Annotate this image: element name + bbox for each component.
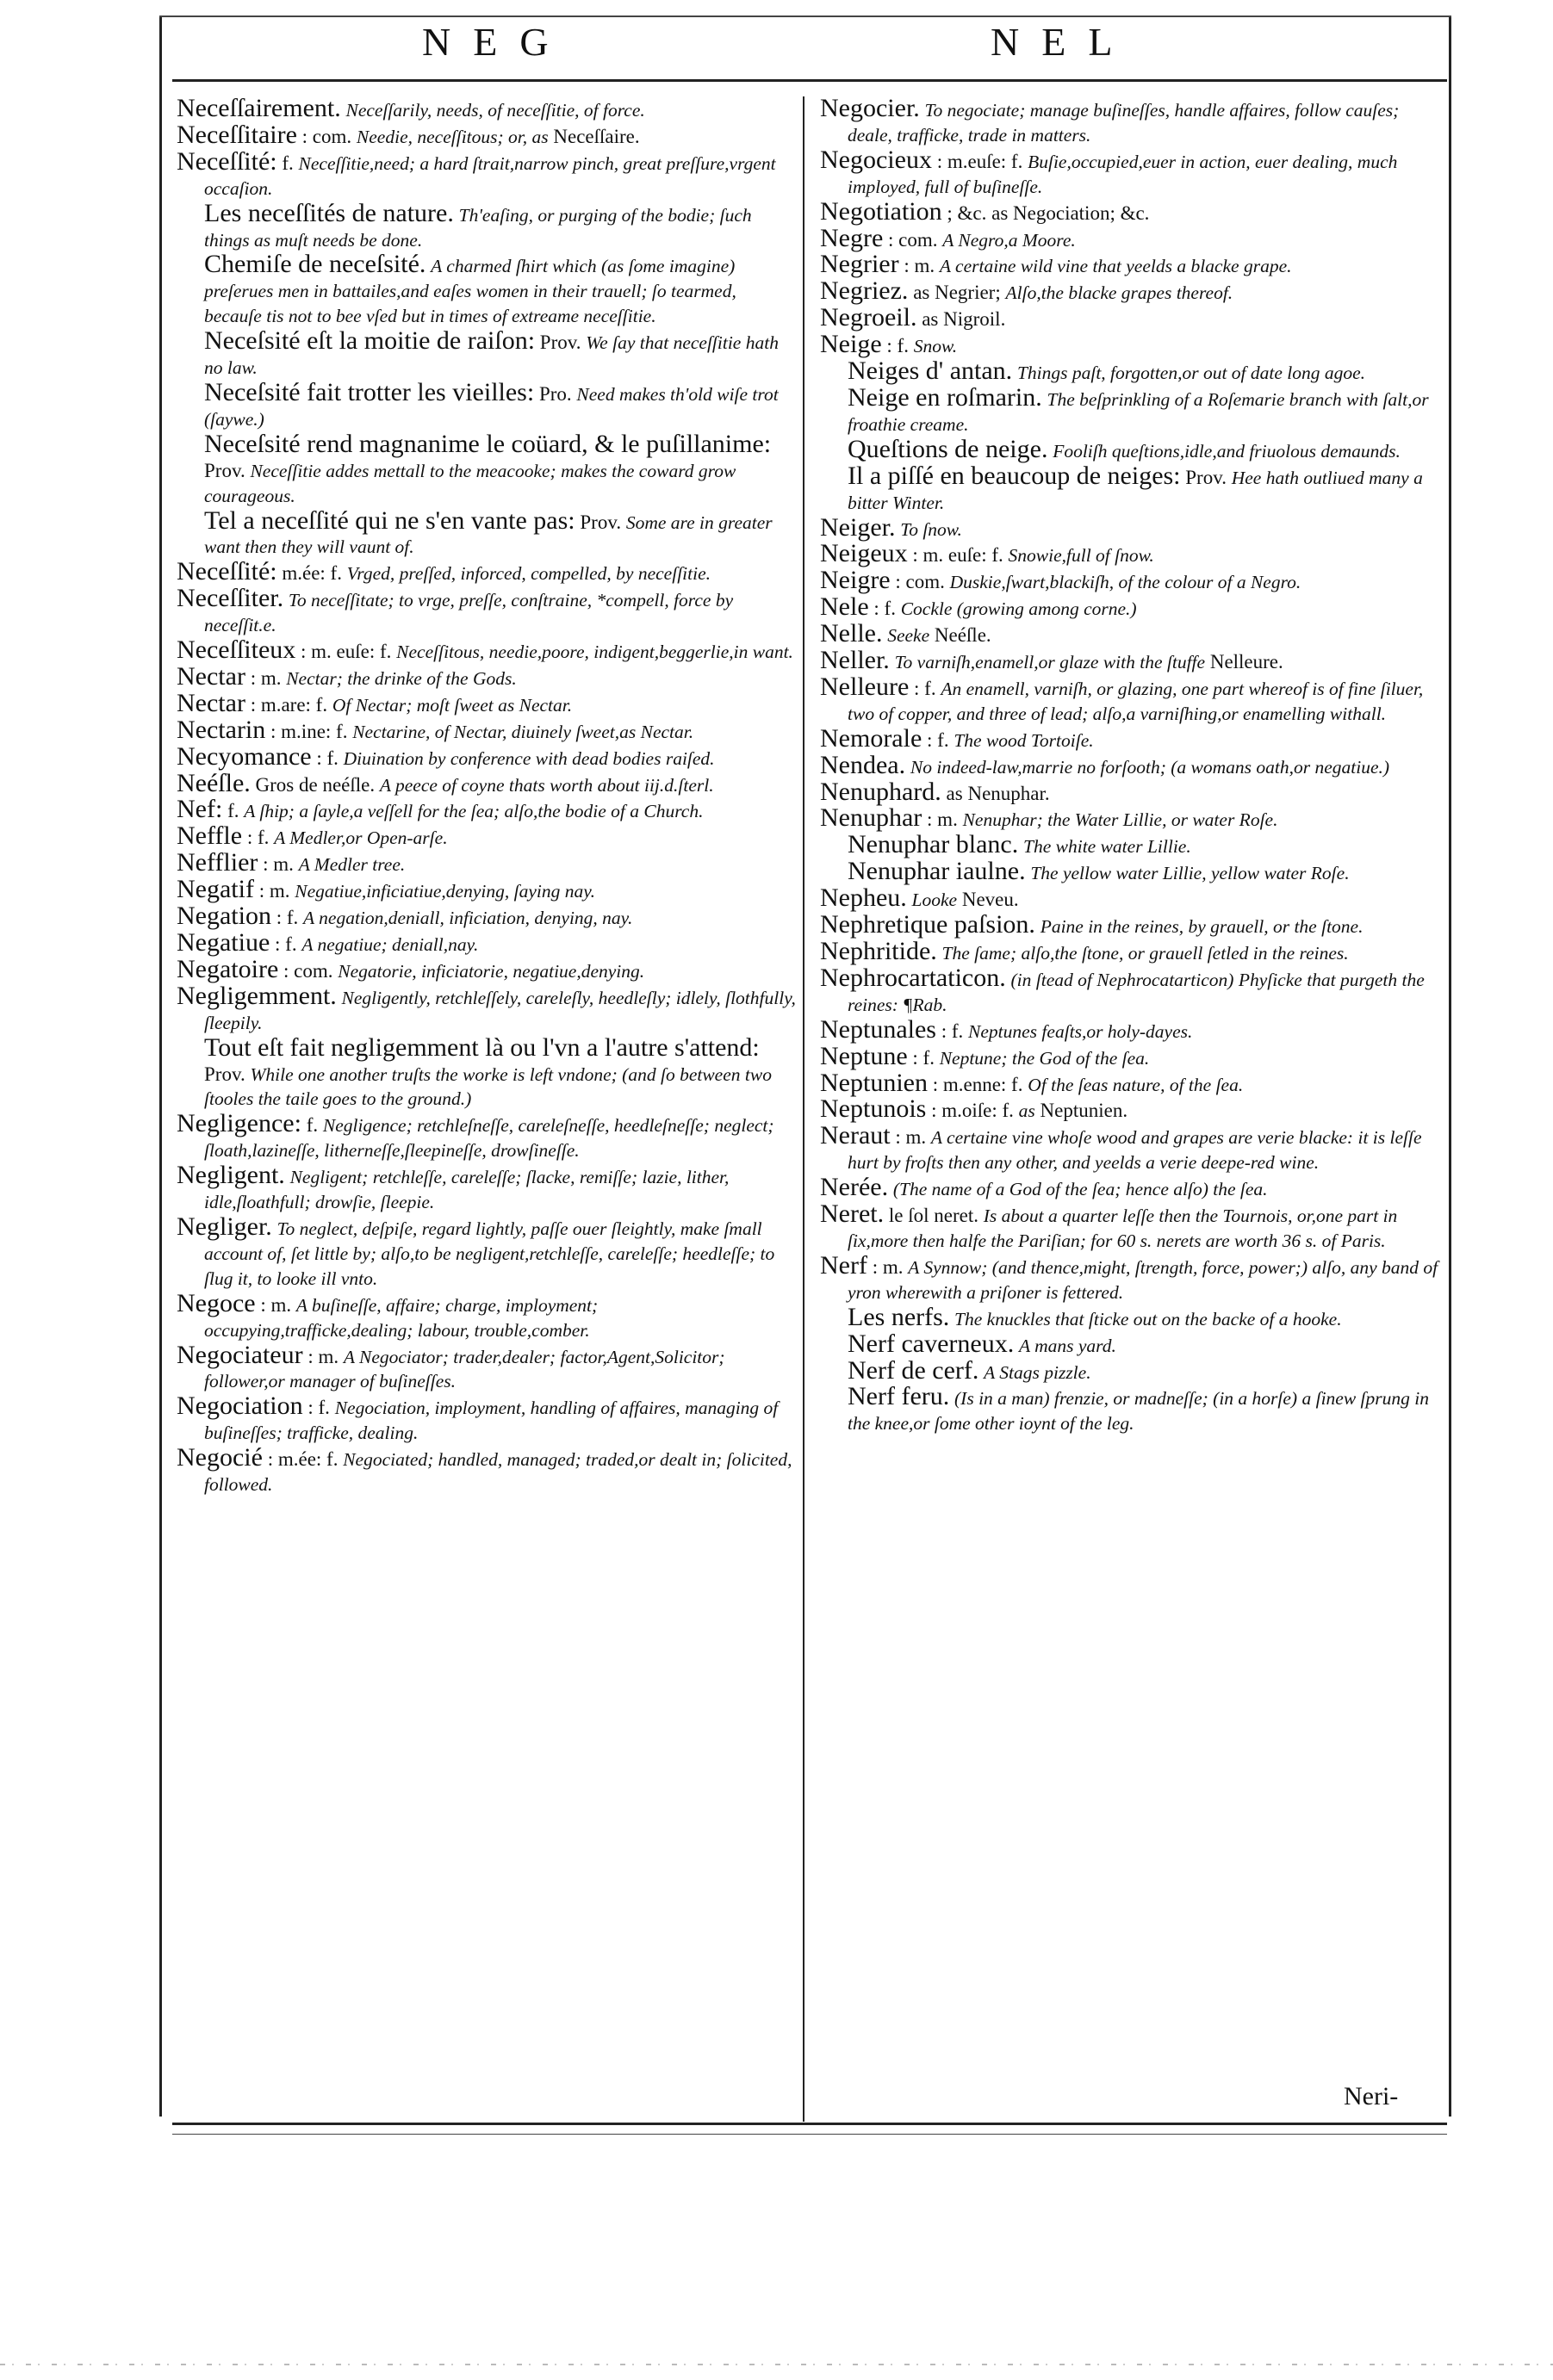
headword: Neceſsité fait trotter les vieilles: <box>204 377 535 406</box>
cross-reference: Neveu. <box>961 889 1019 911</box>
dictionary-entry <box>177 1340 797 1395</box>
left-column <box>177 96 797 1497</box>
gloss: Snow. <box>913 336 958 357</box>
headword: Negligemment. <box>177 981 337 1010</box>
sub-entry <box>820 434 1440 464</box>
gloss: Alſo,the blacke grapes thereof. <box>1005 282 1233 304</box>
grammar-label: : m.ée: f. <box>267 1448 339 1471</box>
sub-entry <box>177 1032 797 1113</box>
sub-entry <box>177 252 797 329</box>
grammar-label: : f. <box>316 747 339 769</box>
dictionary-entry <box>177 120 797 150</box>
grammar-label: Prov. <box>204 459 245 481</box>
dictionary-entry <box>177 1212 797 1292</box>
gloss: A Synnow; (and thence,might, ſtrength, force, power;) alſo, any band of yron wherewith a priſoner is fettered. <box>848 1256 1438 1303</box>
headword: Neptune <box>820 1041 908 1070</box>
gloss: A charmed ſhirt which (as ſome imagine) preſerues men in battailes,and eaſes women in their trauell; ſo tearmed, becauſe tis not to bee vſed but in times of extreame neceſſitie. <box>204 256 736 327</box>
headword: Neptunales <box>820 1014 936 1044</box>
gloss: (in ſtead of Nephrocatarticon) Phyſicke that purgeth the reines: ¶Rab. <box>848 969 1425 1015</box>
gloss: To varniſh,enamell,or glaze with the ſtuffe <box>894 652 1206 673</box>
grammar-label: ; &c. as Negociation; &c. <box>947 201 1150 224</box>
sub-entry <box>820 1329 1440 1359</box>
gloss: The white water Lillie. <box>1023 836 1191 858</box>
gloss: Diuination by conference with dead bodies raiſed. <box>343 747 715 769</box>
grammar-label: Prov. <box>580 511 622 533</box>
dictionary-entry <box>177 1163 797 1215</box>
gloss: Negligently, retchleſſely, careleſly, heedleſly; idlely, ſlothfully, ſleepily. <box>204 987 796 1033</box>
headword: Neceſſiter. <box>177 584 284 613</box>
dictionary-entry <box>820 512 1440 542</box>
grammar-label: : f. <box>873 598 896 620</box>
gloss: To negociate; manage buſineſſes, handle affaires, follow cauſes; deale, trafficke, trade in matters. <box>848 100 1400 146</box>
headword: Tel a neceſſité qui ne s'en vante pas: <box>204 505 575 535</box>
headword: Les nerfs. <box>848 1302 950 1331</box>
right-column <box>820 96 1440 1436</box>
headword: Negoce <box>177 1288 256 1317</box>
headword: Negocieux <box>820 145 932 174</box>
dictionary-entry <box>177 688 797 718</box>
gloss: Th'eaſing, or purging of the bodie; ſuch things as muſt needs be done. <box>204 204 752 251</box>
grammar-label: : m. <box>904 255 935 277</box>
dictionary-entry <box>820 1199 1440 1254</box>
sub-entry <box>820 830 1440 859</box>
cross-reference: Neptunien. <box>1040 1100 1128 1122</box>
headword: Neret. <box>820 1199 885 1229</box>
dictionary-entry <box>177 981 797 1036</box>
headword: Negatiue <box>177 928 270 957</box>
grammar-label: : m.are: f. <box>250 693 328 716</box>
header-rule <box>172 79 1447 82</box>
scan-edge <box>0 2364 1553 2365</box>
headword: Nerf <box>820 1250 867 1280</box>
headword: Negociation <box>177 1391 303 1421</box>
headword: Necyomance <box>177 741 312 771</box>
dictionary-entry <box>177 586 797 638</box>
headword: Neceſſitaire <box>177 120 297 149</box>
sub-entry <box>177 377 797 432</box>
dictionary-entry <box>820 592 1440 622</box>
grammar-label: : m. <box>927 809 958 831</box>
grammar-label: : f. <box>307 1397 330 1419</box>
headword: Nenuphard. <box>820 777 941 806</box>
headword: Nele <box>820 592 869 622</box>
dictionary-entry <box>820 777 1440 807</box>
sub-entry <box>820 859 1440 886</box>
gloss: Paine in the reines, by grauell, or the ſtone. <box>1040 916 1364 938</box>
dictionary-entry <box>820 672 1440 727</box>
grammar-label: Gros de neéſle. <box>255 773 376 796</box>
gloss: To ſnow. <box>900 518 962 540</box>
gloss: Buſie,occupied,euer in action, euer dealing, much imployed, full of buſineſſe. <box>848 151 1398 197</box>
headword: Neffle <box>177 821 243 851</box>
headword: Neceſsité rend magnanime le coüard, & le puſillanime: <box>204 429 772 458</box>
headword: Nerée. <box>820 1173 889 1202</box>
gloss: A negatiue; deniall,nay. <box>301 934 479 955</box>
grammar-label: Prov. <box>1185 466 1227 488</box>
headword: Negroeil. <box>820 303 917 332</box>
headword: Negriez. <box>820 276 909 306</box>
gloss: Fooliſh queſtions,idle,and friuolous demaunds. <box>1053 440 1401 462</box>
headword: Nephrocartaticon. <box>820 963 1006 992</box>
gloss: Cockle (growing among corne.) <box>900 598 1137 620</box>
headword: Il a piſſé en beaucoup de neiges: <box>848 461 1181 490</box>
dictionary-entry <box>177 877 797 904</box>
gloss: Negligence; retchleſneſſe, careleſneſſe, heedleſneſſe; neglect; ſloath,lazineſſe, litherneſſe,ſleepineſſe, drowſineſſe. <box>204 1115 774 1162</box>
dictionary-entry <box>177 1391 797 1446</box>
gloss: A Negro,a Moore. <box>942 229 1076 251</box>
sub-entry <box>820 1355 1440 1385</box>
dictionary-entry <box>820 252 1440 279</box>
grammar-label: : f. <box>912 1046 935 1069</box>
grammar-label: : m. <box>260 1293 292 1316</box>
headword: Neceſſité: <box>177 557 277 586</box>
headword: Nemorale <box>820 723 922 753</box>
headword: Nerf caverneux. <box>848 1329 1015 1358</box>
headword: Nenuphar blanc. <box>848 830 1019 859</box>
headword: Negliger. <box>177 1212 272 1241</box>
gloss: Neptunes feaſts,or holy-dayes. <box>968 1020 1193 1042</box>
dictionary-entry <box>820 1068 1440 1098</box>
grammar-label: f. <box>227 800 239 822</box>
gloss: A mans yard. <box>1018 1335 1116 1356</box>
sub-entry <box>820 356 1440 386</box>
dictionary-entry <box>177 768 797 798</box>
frame-left <box>159 15 162 2117</box>
dictionary-entry <box>820 1250 1440 1305</box>
grammar-label: : m. <box>872 1255 904 1278</box>
headword: Negre <box>820 223 884 252</box>
gloss: Negatorie, inficiatorie, negatiue,denying. <box>338 960 645 982</box>
headword: Neiger. <box>820 512 896 542</box>
headword: Nectar <box>177 688 245 717</box>
gloss: as <box>1018 1100 1035 1122</box>
headword: Neéſle. <box>177 768 251 797</box>
headword: Nelle. <box>820 619 883 648</box>
dictionary-entry <box>820 910 1440 939</box>
gloss: An enamell, varniſh, or glazing, one part whereof is of fine ſiluer, two of copper, and three of lead; alſo,a varniſhing,or enamelling withall. <box>848 678 1424 724</box>
headword: Nepheu. <box>820 883 907 913</box>
cross-reference: Neéſle. <box>934 624 991 647</box>
headword: Nef: <box>177 795 223 824</box>
grammar-label: : m.ine: f. <box>270 720 348 742</box>
dictionary-entry <box>177 954 797 984</box>
gloss: A buſineſſe, affaire; charge, imployment; occupying,trafficke,dealing; labour, trouble,comber. <box>204 1294 599 1341</box>
headword: Neceſſiteux <box>177 635 296 665</box>
headword: Nenuphar iaulne. <box>848 857 1026 886</box>
gloss: A Medler tree. <box>298 854 406 876</box>
dictionary-entry <box>177 557 797 586</box>
dictionary-entry <box>177 1443 797 1497</box>
dictionary-entry <box>820 223 1440 253</box>
headword: Neigre <box>820 566 891 595</box>
dictionary-entry <box>177 848 797 877</box>
headword: Neller. <box>820 646 890 675</box>
gloss: We ſay that neceſſitie hath no law. <box>204 332 779 379</box>
gloss: To neglect, deſpiſe, regard lightly, paſſe ouer ſleightly, make ſmall account of, ſet little by; alſo,to be negligent,retchleſſe, careleſſe; heedleſſe; to ſlug it, to looke ill vnto. <box>204 1218 775 1289</box>
gloss: Snowie,full of ſnow. <box>1008 545 1154 567</box>
gloss: Looke <box>911 889 958 911</box>
dictionary-entry <box>177 1109 797 1163</box>
dictionary-entry <box>820 803 1440 833</box>
headword: Negocier. <box>820 94 920 122</box>
headword: Neraut <box>820 1121 891 1150</box>
gloss: Seeke <box>887 625 930 647</box>
grammar-label: : m. <box>263 853 294 876</box>
gloss: Nectarine, of Nectar, diuinely ſweet,as Nectar. <box>352 721 694 742</box>
grammar-label: as Nigroil. <box>922 308 1006 331</box>
dictionary-entry <box>820 303 1440 332</box>
grammar-label: : m. euſe: f. <box>301 641 392 663</box>
headword: Negatif <box>177 875 254 904</box>
sub-entry <box>820 382 1440 437</box>
grammar-label: : f. <box>275 933 297 955</box>
dictionary-entry <box>177 635 797 665</box>
dictionary-entry <box>820 939 1440 966</box>
headword: Neceſſité: <box>177 146 277 176</box>
dictionary-entry <box>177 661 797 691</box>
dictionary-entry <box>820 1175 1440 1202</box>
headword: Neceſsité eſt la moitie de raiſon: <box>204 326 536 356</box>
headword: Neiges d' antan. <box>848 356 1013 386</box>
headword: Les neceſſités de nature. <box>204 198 454 227</box>
gloss: Neptune; the God of the ſea. <box>939 1047 1150 1069</box>
dictionary-entry <box>820 723 1440 753</box>
sub-entry <box>177 198 797 253</box>
gloss: A peece of coyne thats worth about iij.d.ſterl. <box>379 774 714 796</box>
cross-reference: Neceſſaire. <box>553 125 640 147</box>
grammar-label: : m. <box>307 1345 339 1367</box>
sub-entry <box>177 326 797 381</box>
dictionary-entry <box>820 963 1440 1018</box>
dictionary-entry <box>177 741 797 772</box>
gloss: The beſprinkling of a Roſemarie branch with ſalt,or froathie creame. <box>848 388 1429 435</box>
dictionary-entry <box>177 821 797 851</box>
gloss: Negociated; handled, managed; traded,or dealt in; ſolicited, followed. <box>204 1449 792 1496</box>
grammar-label: : m. <box>258 880 290 902</box>
grammar-label: as Nenuphar. <box>946 782 1050 804</box>
headword: Tout eſt fait negligemment là ou l'vn a l'autre s'attend: <box>204 1032 760 1062</box>
sub-entry <box>820 461 1440 516</box>
dictionary-entry <box>177 797 797 824</box>
gloss: (Is in a man) frenzie, or madneſſe; (in a horſe) a ſinew ſprung in the knee,or ſome other ioynt of the leg. <box>848 1388 1429 1435</box>
grammar-label: : f. <box>927 728 949 751</box>
gloss: Things paſt, forgotten,or out of date long agoe. <box>1016 363 1366 384</box>
dictionary-entry <box>820 539 1440 568</box>
frame-right <box>1449 15 1451 2117</box>
sub-entry <box>820 1382 1440 1436</box>
gloss: The wood Tortoiſe. <box>954 729 1094 751</box>
footer-rule-thin <box>172 2134 1447 2135</box>
headword: Neptunien <box>820 1068 928 1097</box>
dictionary-entry <box>820 96 1440 148</box>
dictionary-entry <box>820 568 1440 595</box>
gloss: Of the ſeas nature, of the ſea. <box>1028 1074 1244 1095</box>
headword: Nenuphar <box>820 803 922 833</box>
headword: Negotiation <box>820 196 942 226</box>
cross-reference: Nelleure. <box>1209 651 1283 673</box>
grammar-label: : m. <box>895 1126 927 1149</box>
headword: Neptunois <box>820 1094 927 1124</box>
gloss: Nenuphar; the Water Lillie, or water Roſe. <box>962 809 1278 831</box>
grammar-label: : f. <box>914 677 936 699</box>
dictionary-entry <box>820 1041 1440 1071</box>
headword: Nectar <box>177 661 245 691</box>
headword: Nerf de cerf. <box>848 1355 979 1385</box>
dictionary-entry <box>177 715 797 745</box>
dictionary-entry <box>177 1288 797 1343</box>
grammar-label: f. <box>306 1114 319 1137</box>
gloss: Hee hath outliued many a bitter Winter. <box>848 467 1423 513</box>
headword: Neige <box>820 330 882 359</box>
headword: Neceſſairement. <box>177 94 341 122</box>
headword: Nendea. <box>820 750 906 779</box>
running-head-left: NEG <box>422 20 571 64</box>
gloss: A negation,deniall, inficiation, denying, nay. <box>303 908 633 929</box>
dictionary-entry <box>820 619 1440 648</box>
gloss: A certaine vine whoſe wood and grapes are verie blacke: it is leſſe hurt by froſts then any other, and yeelds a verie deepe-red wine. <box>848 1127 1422 1174</box>
catchword: Neri- <box>1344 2082 1399 2110</box>
grammar-label: : com. <box>283 959 333 982</box>
gloss: Needie, neceſſitous; or, as <box>356 126 549 147</box>
gloss: Neceſſitie,need; a hard ſtrait,narrow pinch, great preſſure,vrgent occaſion. <box>204 152 776 199</box>
gloss: Of Nectar; moſt ſweet as Nectar. <box>332 694 573 716</box>
gloss: (The name of a God of the ſea; hence alſo) the ſea. <box>892 1179 1268 1200</box>
dictionary-entry <box>820 750 1440 780</box>
dictionary-entry <box>820 332 1440 359</box>
grammar-label: Prov. <box>204 1063 245 1085</box>
gloss: Need makes th'old wiſe trot (ſaywe.) <box>204 383 779 430</box>
gloss: Vrged, preſſed, inforced, compelled, by neceſſitie. <box>346 563 711 585</box>
headword: Nelleure <box>820 672 910 701</box>
gloss: Some are in greater want then they will vaunt of. <box>204 511 773 558</box>
dictionary-entry <box>177 96 797 123</box>
gloss: A Negociator; trader,dealer; factor,Agent,Solicitor; follower,or manager of buſineſſes. <box>204 1346 725 1392</box>
dictionary-entry <box>820 1121 1440 1175</box>
column-divider <box>803 96 804 2122</box>
dictionary-entry <box>177 146 797 201</box>
dictionary-entry <box>820 276 1440 306</box>
grammar-label: : m. euſe: f. <box>912 544 1003 567</box>
sub-entry <box>177 429 797 509</box>
headword: Negocié <box>177 1443 263 1472</box>
headword: Negligent. <box>177 1161 285 1190</box>
grammar-label: : m. <box>250 666 282 689</box>
gloss: No indeed-law,marrie no forſooth; (a womans oath,or negatiue.) <box>910 756 1390 778</box>
footer-rule <box>172 2123 1447 2125</box>
gloss: The knuckles that ſticke out on the backe of a hooke. <box>954 1308 1342 1329</box>
gloss: Negatiue,inficiatiue,denying, ſaying nay. <box>295 881 595 902</box>
grammar-label: : com. <box>301 125 352 147</box>
grammar-label: Pro. <box>538 382 572 405</box>
headword: Nefflier <box>177 848 258 877</box>
gloss: Nectar; the drinke of the Gods. <box>286 667 517 689</box>
frame-top <box>159 15 1451 17</box>
gloss: To neceſſitate; to vrge, preſſe, conſtraine, *compell, force by neceſſit.e. <box>204 590 734 636</box>
gloss: Duskie,ſwart,blackiſh, of the colour of a Negro. <box>949 572 1301 593</box>
grammar-label: : f. <box>276 907 299 929</box>
dictionary-entry <box>177 904 797 931</box>
sub-entry <box>820 1302 1440 1332</box>
gloss: A ſhip; a ſayle,a veſſell for the ſea; alſo,the bodie of a Church. <box>244 801 704 822</box>
grammar-label: : com. <box>888 228 938 251</box>
running-head-right: NEL <box>991 20 1135 64</box>
headword: Negociateur <box>177 1340 303 1369</box>
headword: Negatoire <box>177 954 279 983</box>
gloss: Negociation, imployment, handling of affaires, managing of buſineſſes; trafficke, dealing. <box>204 1398 779 1444</box>
headword: Negation <box>177 902 271 931</box>
gloss: The yellow water Lillie, yellow water Roſe. <box>1030 863 1350 884</box>
gloss: A certaine wild vine that yeelds a blacke grape. <box>939 256 1292 277</box>
gloss: Is about a quarter leſſe then the Tournois, or,one part in ſix,more then halfe the Pariſian; for 60 s. nerets are worth 36 s. of Paris. <box>848 1205 1398 1251</box>
headword: Chemiſe de neceſsité. <box>204 250 426 279</box>
headword: Neigeux <box>820 539 908 568</box>
dictionary-entry <box>820 648 1440 675</box>
headword: Nerf feru. <box>848 1382 950 1411</box>
headword: Neige en roſmarin. <box>848 382 1042 412</box>
headword: Queſtions de neige. <box>848 434 1048 463</box>
dictionary-entry <box>820 1094 1440 1124</box>
grammar-label: le ſol neret. <box>888 1205 978 1227</box>
grammar-label: : m.oiſe: f. <box>931 1100 1014 1122</box>
grammar-label: Prov. <box>539 332 581 354</box>
gloss: While one another truſts the worke is left vndone; (and ſo between two ſtooles the taile goes to the ground.) <box>204 1063 772 1110</box>
gloss: Neceſſarily, needs, of neceſſitie, of force. <box>345 100 645 121</box>
headword: Negrier <box>820 250 899 279</box>
dictionary-entry <box>820 883 1440 913</box>
grammar-label: f. <box>282 152 294 174</box>
gloss: A Medler,or Open-arſe. <box>274 827 448 849</box>
sub-entry <box>177 505 797 561</box>
grammar-label: : f. <box>886 335 909 357</box>
grammar-label: : f. <box>246 827 270 849</box>
dictionary-entry <box>820 145 1440 200</box>
gloss: Neceſſitous, needie,poore, indigent,beggerlie,in want. <box>396 641 793 663</box>
headword: Negligence: <box>177 1109 301 1138</box>
gloss: Neceſſitie addes mettall to the meacooke; makes the coward grow courageous. <box>204 460 736 506</box>
dictionary-entry <box>177 928 797 958</box>
gloss: Negligent; retchleſſe, careleſſe; ſlacke, remiſſe; lazie, lither, idle,ſloathfull; drowſie, ſleepie. <box>204 1167 730 1213</box>
grammar-label: : com. <box>895 571 945 593</box>
gloss: The ſame; alſo,the ſtone, or grauell ſetled in the reines. <box>941 943 1349 964</box>
dictionary-entry <box>820 196 1440 226</box>
dictionary-entry <box>820 1014 1440 1044</box>
grammar-label: : m.enne: f. <box>932 1073 1023 1095</box>
headword: Nectarin <box>177 715 266 744</box>
headword: Nephritide. <box>820 937 937 965</box>
grammar-label: : f. <box>941 1020 964 1042</box>
grammar-label: as Negrier; <box>913 282 1001 304</box>
gloss: A Stags pizzle. <box>984 1361 1091 1383</box>
grammar-label: : m.euſe: f. <box>936 150 1023 172</box>
headword: Nephretique paſsion. <box>820 910 1035 939</box>
grammar-label: m.ée: f. <box>282 562 342 585</box>
